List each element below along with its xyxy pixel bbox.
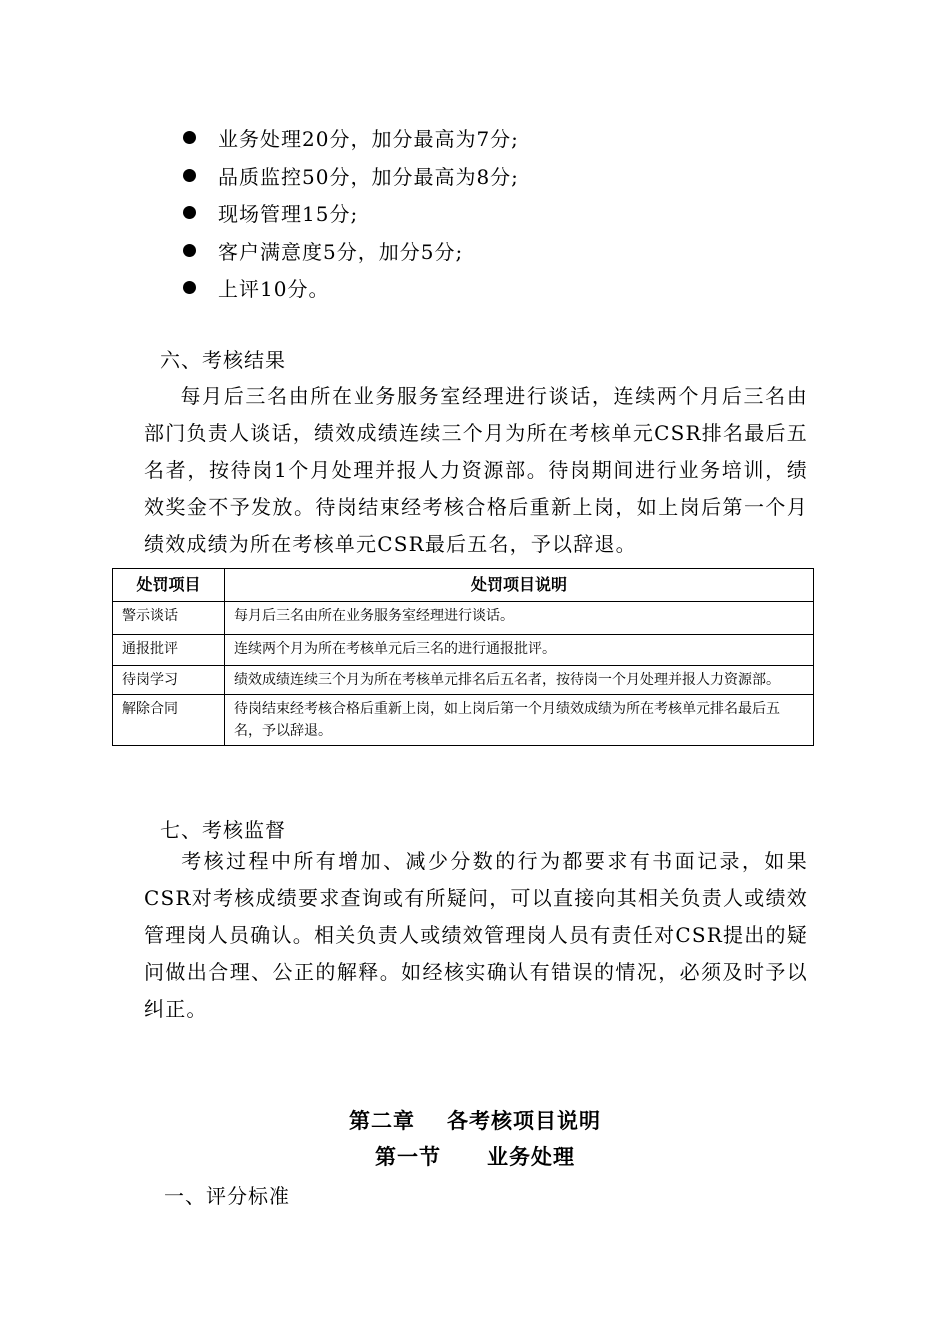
subheading-scoring-standard: 一、评分标准 [164,1184,290,1208]
penalty-desc-cell: 待岗结束经考核合格后重新上岗，如上岗后第一个月绩效成绩为所在考核单元排名最后五名，予以辞退。 [225,695,814,746]
penalty-item-cell: 解除合同 [113,695,225,746]
bullet-text: 业务处理20分，加分最高为7分; [218,127,519,152]
bullet-dot-icon [183,131,196,144]
section-heading-results: 六、考核结果 [160,348,286,372]
table-row [113,695,814,746]
table-header-item: 处罚项目 [113,569,225,602]
table-header-desc: 处罚项目说明 [225,569,814,602]
score-bullet-list [183,119,519,307]
bullet-item [183,157,519,195]
table-row [113,666,814,695]
bullet-item [183,269,519,307]
section-name: 业务处理 [487,1144,575,1169]
table-header-row [113,569,814,602]
supervision-paragraph [144,843,808,1028]
chapter-number: 第二章 [349,1108,415,1133]
bullet-text: 客户满意度5分，加分5分; [218,239,464,264]
bullet-item [183,194,519,232]
bullet-dot-icon [183,206,196,219]
bullet-text: 上评10分。 [218,277,330,302]
table-row [113,635,814,666]
section-heading-supervision: 七、考核监督 [160,818,286,842]
penalty-table [112,568,814,746]
penalty-desc-cell: 连续两个月为所在考核单元后三名的进行通报批评。 [225,635,814,666]
chapter-name: 各考核项目说明 [447,1108,601,1133]
section-number: 第一节 [375,1144,441,1169]
penalty-item-cell: 警示谈话 [113,602,225,635]
penalty-item-cell: 待岗学习 [113,666,225,695]
results-paragraph-text: 每月后三名由所在业务服务室经理进行谈话，连续两个月后三名由部门负责人谈话，绩效成绩连续三个月为所在考核单元CSR排名最后五名者，按待岗1个月处理并报人力资源部。待岗期间进行业务培训，绩效奖金不予发放。待岗结束经考核合格后重新上岗，如上岗后第一个月绩效成绩为所在考核单元CSR最后五名，予以辞退。 [144,384,808,556]
supervision-paragraph-text: 考核过程中所有增加、减少分数的行为都要求有书面记录，如果CSR对考核成绩要求查询或有所疑问，可以直接向其相关负责人或绩效管理岗人员确认。相关负责人或绩效管理岗人员有责任对CSR提出的疑问做出合理、公正的解释。如经核实确认有错误的情况，必须及时予以纠正。 [144,849,808,1021]
penalty-desc-cell: 每月后三名由所在业务服务室经理进行谈话。 [225,602,814,635]
bullet-text: 品质监控50分，加分最高为8分; [218,164,519,189]
bullet-dot-icon [183,169,196,182]
penalty-desc-cell: 绩效成绩连续三个月为所在考核单元排名后五名者，按待岗一个月处理并报人力资源部。 [225,666,814,695]
bullet-dot-icon [183,281,196,294]
bullet-item [183,119,519,157]
bullet-text: 现场管理15分; [218,202,359,227]
bullet-item [183,232,519,270]
chapter-title [0,1105,950,1135]
penalty-item-cell: 通报批评 [113,635,225,666]
section-title [0,1141,950,1171]
bullet-dot-icon [183,244,196,257]
table-row [113,602,814,635]
results-paragraph [144,378,808,563]
